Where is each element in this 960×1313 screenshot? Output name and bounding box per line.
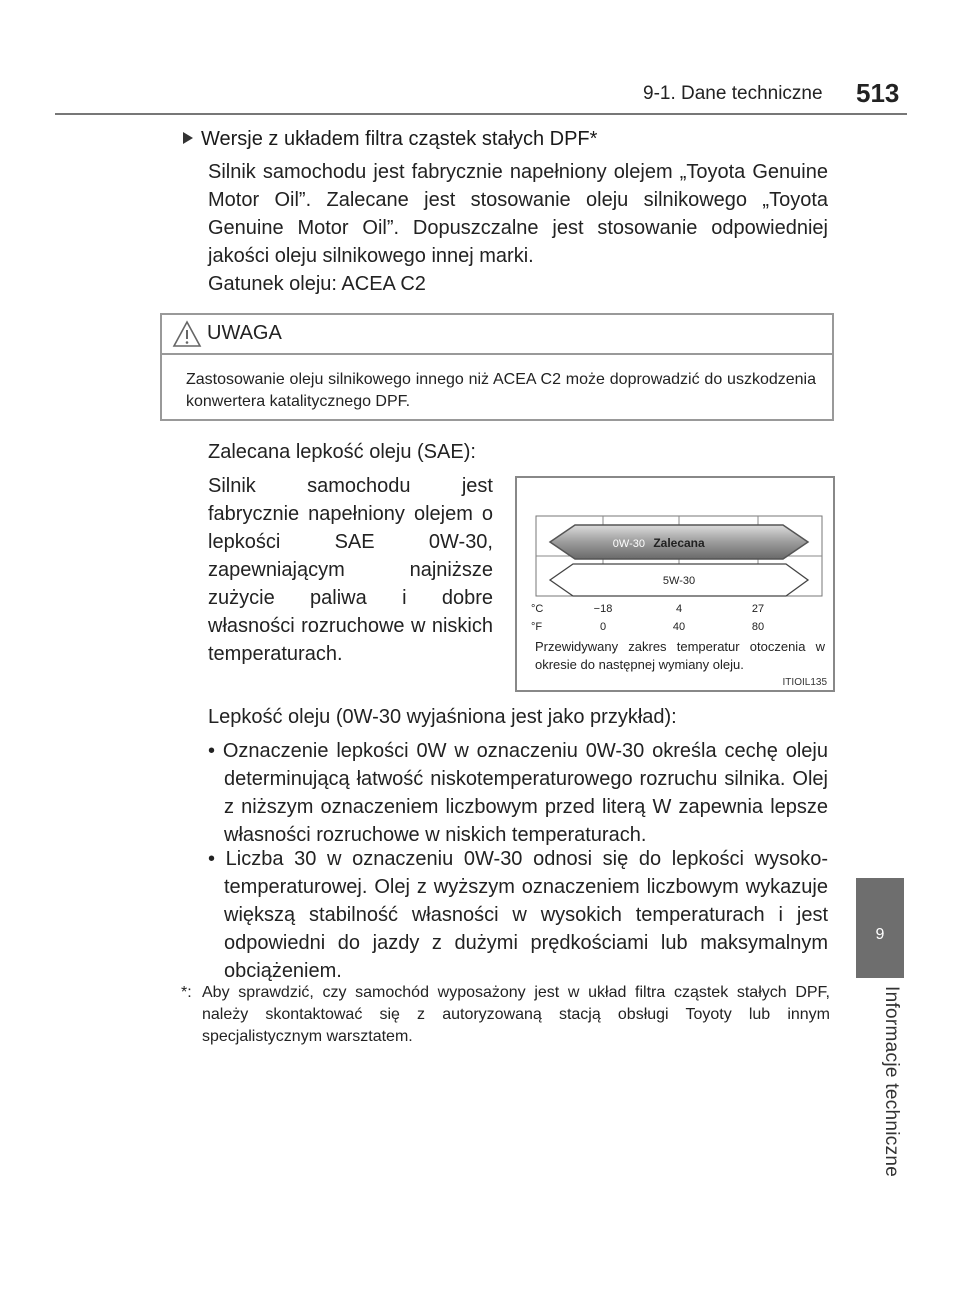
chapter-label-tab [856,980,904,1195]
viscosity-paragraph: Silnik samochodu jest fabrycznie napełniony olejem o lepkości SAE 0W-30, zapewniającym najniższe zużycie paliwa i dobre własności rozruchowe w niskich temperaturach. [208,475,493,665]
page-number: 513 [856,78,900,108]
footnote-text: Aby sprawdzić, czy samochód wyposażony jest w układ filtra cząstek stałych DPF, należy skontaktować się z autoryzowaną stacją obsługi Toyoty lub innym specjalistycznym warsztatem. [202,984,830,1045]
viscosity-heading: Zalecana lepkość oleju (SAE): [208,441,476,463]
chapter-number: 9 [875,926,885,943]
fahrenheit-unit: °F [531,621,543,633]
band-0w30-label: Zalecana [653,536,705,550]
celsius-tick-2: 4 [675,603,683,615]
celsius-unit: °C [531,603,544,615]
warning-triangle-icon [172,320,202,348]
fahrenheit-tick-3: 80 [751,621,765,633]
figure-legend: Przewidywany zakres temperatur otoczenia w okresie do następnej wymiany oleju. [535,639,825,672]
header-rule [55,113,907,115]
band-5w30-grade: 5W-30 [662,575,696,587]
arrow-right-icon [183,132,193,144]
band-0w30-grade: 0W-30 [612,538,645,550]
explanation-bullet-2: • Liczba 30 w oznaczeniu 0W-30 odnosi się do lepkości wysoko-temperaturowej. Olej z wyższym oznaczeniem liczbowym wykazuje większą stabilność własności w wysokich temperaturach i jest odpowiedni do jazdy z dużymi prędkościami lub maksymalnym obciążeniem. [208,848,828,982]
page-header [55,78,907,115]
footnote-mark: *: [181,984,192,1001]
caution-text: Zastosowanie oleju silnikowego innego niż ACEA C2 może doprowadzić do uszkodzenia konwertera katalitycznego DPF. [186,371,816,410]
section-heading [183,125,843,153]
intro-paragraph: Silnik samochodu jest fabrycznie napełniony olejem „Toyota Genuine Motor Oil”. Zalecane jest stosowanie oleju silnikowego „Toyota Genuine Motor Oil”. Dopuszczalne jest stosowanie odpowiedniej jakości oleju silnikowego innej marki. [208,161,828,267]
fahrenheit-tick-1: 0 [599,621,607,633]
chapter-tab [856,878,904,978]
caution-title: UWAGA [207,322,282,344]
figure-code: ITIOIL135 [782,677,827,688]
caution-header [162,315,832,355]
section-heading-text: Wersje z układem filtra cząstek stałych DPF* [201,128,598,150]
viscosity-figure [515,476,835,692]
celsius-tick-1: −18 [593,603,613,615]
celsius-tick-3: 27 [751,603,765,615]
explanation-heading: Lepkość oleju (0W-30 wyjaśniona jest jako przykład): [208,706,677,728]
explanation-bullet-1: • Oznaczenie lepkości 0W w oznaczeniu 0W-30 określa cechę oleju determinującą łatwość niskotemperaturowego rozruchu silnika. Olej z niższym oznaczeniem liczbowym przed literą W zapewnia lepsze własności rozruchowe w niskich temperaturach. [208,740,828,846]
oil-grade-text: Gatunek oleju: ACEA C2 [208,273,426,295]
caution-box [160,313,834,421]
fahrenheit-tick-2: 40 [672,621,686,633]
header-section-title: 9-1. Dane techniczne [643,83,823,104]
chapter-label: Informacje techniczne [881,986,902,1178]
